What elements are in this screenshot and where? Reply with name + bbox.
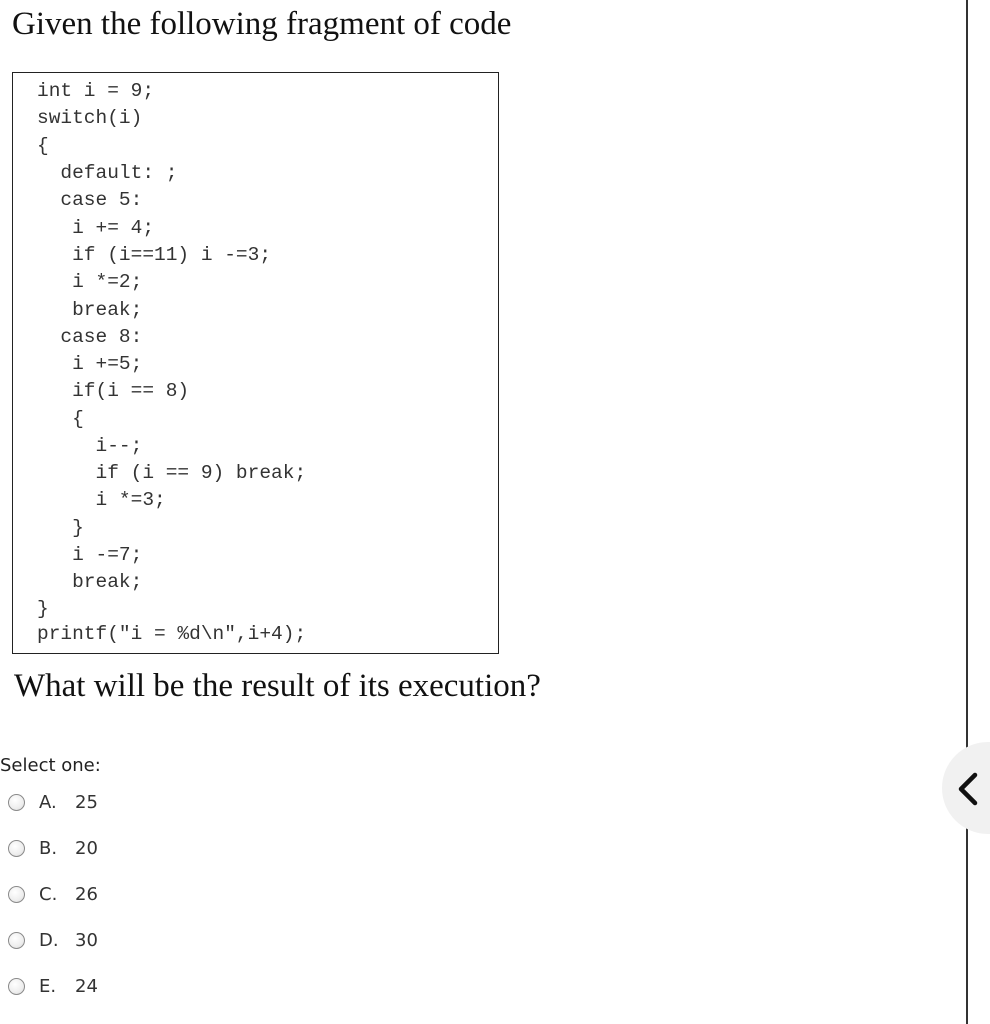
option-letter: C.	[39, 883, 58, 905]
code-line: if(i == 8)	[37, 380, 190, 402]
option-letter: D.	[39, 929, 59, 951]
code-line: }	[37, 598, 49, 620]
code-line: i--;	[37, 435, 143, 457]
code-line: }	[37, 517, 84, 539]
code-line: int i = 9;	[37, 80, 155, 102]
code-line: case 5:	[37, 189, 143, 211]
radio-button[interactable]	[8, 886, 25, 903]
option-value: 30	[75, 929, 98, 951]
code-line: printf("i = %d\n",i+4);	[37, 623, 307, 645]
option-letter: B.	[39, 837, 58, 859]
code-line: i += 4;	[37, 217, 155, 239]
right-panel-divider	[966, 0, 968, 1024]
code-line: if (i == 9) break;	[37, 462, 307, 484]
option-letter: E.	[39, 975, 57, 997]
radio-button[interactable]	[8, 840, 25, 857]
code-line: if (i==11) i -=3;	[37, 244, 272, 266]
code-box	[12, 72, 499, 654]
option-value: 20	[75, 837, 98, 859]
page-title: Given the following fragment of code	[12, 6, 512, 42]
question-text: What will be the result of its execution?	[14, 668, 541, 704]
code-line: i *=3;	[37, 489, 166, 511]
radio-button[interactable]	[8, 794, 25, 811]
answer-option-a[interactable]	[8, 789, 98, 815]
option-value: 25	[75, 791, 98, 813]
code-line: i -=7;	[37, 544, 143, 566]
answer-option-c[interactable]	[8, 881, 98, 907]
chevron-left-icon	[956, 772, 980, 806]
code-line: i *=2;	[37, 271, 143, 293]
drawer-toggle-button[interactable]	[942, 742, 990, 834]
radio-button[interactable]	[8, 932, 25, 949]
code-line: {	[37, 135, 49, 157]
option-letter: A.	[39, 791, 57, 813]
code-line: break;	[37, 299, 143, 321]
answer-option-d[interactable]	[8, 927, 98, 953]
code-line: case 8:	[37, 326, 143, 348]
select-one-label: Select one:	[0, 755, 101, 776]
code-line: i +=5;	[37, 353, 143, 375]
code-line: {	[37, 408, 84, 430]
code-line: default: ;	[37, 162, 178, 184]
option-value: 26	[75, 883, 98, 905]
radio-button[interactable]	[8, 978, 25, 995]
answer-option-b[interactable]	[8, 835, 98, 861]
option-value: 24	[75, 975, 98, 997]
answer-option-e[interactable]	[8, 973, 98, 999]
code-line: switch(i)	[37, 107, 143, 129]
code-line: break;	[37, 571, 143, 593]
